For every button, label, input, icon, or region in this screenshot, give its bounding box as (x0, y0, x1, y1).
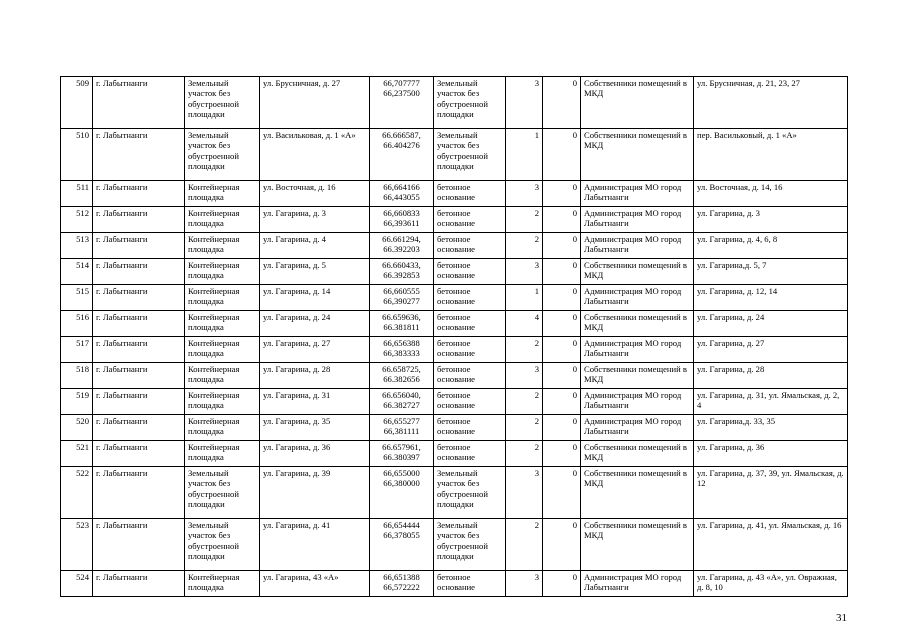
cell-container-count: 2 (506, 207, 543, 233)
cell-owner: Собственники помещений в МКД (581, 519, 694, 571)
cell-city: г. Лабытнанги (93, 129, 185, 181)
cell-owner: Администрация МО город Лабытнанги (581, 233, 694, 259)
cell-address: ул. Восточная, д. 16 (260, 181, 370, 207)
cell-address: ул. Гагарина, д. 24 (260, 311, 370, 337)
cell-owner: Собственники помещений в МКД (581, 363, 694, 389)
cell-owner: Администрация МО город Лабытнанги (581, 389, 694, 415)
cell-volume: 0 (543, 363, 581, 389)
table-row (61, 337, 848, 363)
cell-surface: бетонное основание (434, 311, 506, 337)
table-row (61, 233, 848, 259)
cell-city: г. Лабытнанги (93, 389, 185, 415)
cell-site-type: Контейнерная площадка (185, 259, 260, 285)
cell-owner: Администрация МО город Лабытнанги (581, 285, 694, 311)
cell-surface: бетонное основание (434, 571, 506, 597)
cell-city: г. Лабытнанги (93, 441, 185, 467)
cell-owner: Собственники помещений в МКД (581, 259, 694, 285)
cell-coordinates: 66.666587, 66.404276 (370, 129, 434, 181)
table-row (61, 441, 848, 467)
cell-container-count: 2 (506, 519, 543, 571)
cell-number: 519 (61, 389, 93, 415)
cell-coordinates: 66.659636, 66.381811 (370, 311, 434, 337)
cell-volume: 0 (543, 259, 581, 285)
cell-site-type: Контейнерная площадка (185, 285, 260, 311)
cell-address: ул. Гагарина, д. 14 (260, 285, 370, 311)
cell-number: 511 (61, 181, 93, 207)
cell-coordinates: 66,664166 66,443055 (370, 181, 434, 207)
cell-volume: 0 (543, 181, 581, 207)
cell-served-addresses: ул. Брусничная, д. 21, 23, 27 (694, 77, 848, 129)
table-row (61, 467, 848, 519)
cell-surface: Земельный участок без обустроенной площадки (434, 129, 506, 181)
cell-served-addresses: ул. Гагарина, д. 12, 14 (694, 285, 848, 311)
cell-site-type: Контейнерная площадка (185, 363, 260, 389)
table-row (61, 285, 848, 311)
cell-served-addresses: ул. Гагарина, д. 31, ул. Ямальская, д. 2, 4 (694, 389, 848, 415)
cell-volume: 0 (543, 77, 581, 129)
cell-surface: Земельный участок без обустроенной площадки (434, 519, 506, 571)
table-row (61, 311, 848, 337)
cell-site-type: Контейнерная площадка (185, 181, 260, 207)
cell-site-type: Контейнерная площадка (185, 571, 260, 597)
table-row (61, 207, 848, 233)
cell-site-type: Контейнерная площадка (185, 233, 260, 259)
cell-container-count: 2 (506, 337, 543, 363)
cell-coordinates: 66,655000 66,380000 (370, 467, 434, 519)
cell-coordinates: 66,707777 66,237500 (370, 77, 434, 129)
table-row (61, 181, 848, 207)
cell-address: ул. Гагарина, д. 27 (260, 337, 370, 363)
cell-address: ул. Гагарина, д. 31 (260, 389, 370, 415)
table-row (61, 389, 848, 415)
registry-body (61, 77, 848, 597)
cell-container-count: 3 (506, 363, 543, 389)
table-row (61, 519, 848, 571)
cell-owner: Собственники помещений в МКД (581, 129, 694, 181)
cell-surface: бетонное основание (434, 233, 506, 259)
table-row (61, 259, 848, 285)
cell-owner: Собственники помещений в МКД (581, 77, 694, 129)
cell-served-addresses: ул. Гагарина, д. 24 (694, 311, 848, 337)
cell-coordinates: 66,654444 66,378055 (370, 519, 434, 571)
cell-city: г. Лабытнанги (93, 259, 185, 285)
cell-served-addresses: ул. Гагарина, д. 3 (694, 207, 848, 233)
cell-number: 509 (61, 77, 93, 129)
cell-coordinates: 66,660833 66,393611 (370, 207, 434, 233)
cell-container-count: 2 (506, 441, 543, 467)
cell-served-addresses: ул. Гагарина, д. 27 (694, 337, 848, 363)
cell-surface: бетонное основание (434, 259, 506, 285)
cell-coordinates: 66.656040, 66.382727 (370, 389, 434, 415)
cell-surface: Земельный участок без обустроенной площадки (434, 467, 506, 519)
cell-volume: 0 (543, 207, 581, 233)
cell-number: 521 (61, 441, 93, 467)
cell-served-addresses: ул. Гагарина,д. 5, 7 (694, 259, 848, 285)
cell-volume: 0 (543, 129, 581, 181)
cell-number: 520 (61, 415, 93, 441)
cell-volume: 0 (543, 337, 581, 363)
cell-coordinates: 66.658725, 66.382656 (370, 363, 434, 389)
cell-owner: Администрация МО город Лабытнанги (581, 181, 694, 207)
cell-surface: бетонное основание (434, 363, 506, 389)
cell-city: г. Лабытнанги (93, 363, 185, 389)
registry-table (60, 76, 848, 597)
cell-site-type: Контейнерная площадка (185, 389, 260, 415)
cell-owner: Собственники помещений в МКД (581, 467, 694, 519)
cell-owner: Администрация МО город Лабытнанги (581, 415, 694, 441)
cell-city: г. Лабытнанги (93, 519, 185, 571)
cell-coordinates: 66,660555 66,390277 (370, 285, 434, 311)
cell-surface: бетонное основание (434, 415, 506, 441)
cell-owner: Собственники помещений в МКД (581, 441, 694, 467)
cell-container-count: 3 (506, 571, 543, 597)
cell-container-count: 2 (506, 233, 543, 259)
cell-coordinates: 66.660433, 66.392853 (370, 259, 434, 285)
cell-volume: 0 (543, 233, 581, 259)
cell-container-count: 3 (506, 77, 543, 129)
cell-container-count: 2 (506, 389, 543, 415)
cell-coordinates: 66,655277 66,381111 (370, 415, 434, 441)
cell-address: ул. Гагарина, д. 3 (260, 207, 370, 233)
cell-container-count: 3 (506, 259, 543, 285)
cell-address: ул. Гагарина, д. 35 (260, 415, 370, 441)
cell-served-addresses: ул. Гагарина, д. 28 (694, 363, 848, 389)
cell-surface: бетонное основание (434, 441, 506, 467)
cell-site-type: Контейнерная площадка (185, 337, 260, 363)
cell-site-type: Земельный участок без обустроенной площадки (185, 129, 260, 181)
cell-number: 523 (61, 519, 93, 571)
cell-volume: 0 (543, 571, 581, 597)
cell-address: ул. Гагарина, д. 4 (260, 233, 370, 259)
cell-number: 516 (61, 311, 93, 337)
cell-coordinates: 66.657961, 66.380397 (370, 441, 434, 467)
cell-address: ул. Гагарина, д. 39 (260, 467, 370, 519)
page-number: 31 (836, 612, 847, 624)
cell-site-type: Контейнерная площадка (185, 415, 260, 441)
cell-served-addresses: ул. Гагарина, д. 43 «А», ул. Овражная, д. 8, 10 (694, 571, 848, 597)
table-row (61, 571, 848, 597)
cell-address: ул. Гагарина, д. 36 (260, 441, 370, 467)
cell-surface: Земельный участок без обустроенной площадки (434, 77, 506, 129)
cell-number: 512 (61, 207, 93, 233)
cell-address: ул. Гагарина, д. 41 (260, 519, 370, 571)
table-row (61, 415, 848, 441)
cell-city: г. Лабытнанги (93, 415, 185, 441)
cell-surface: бетонное основание (434, 337, 506, 363)
cell-coordinates: 66.661294, 66.392203 (370, 233, 434, 259)
cell-surface: бетонное основание (434, 285, 506, 311)
cell-volume: 0 (543, 389, 581, 415)
cell-site-type: Земельный участок без обустроенной площадки (185, 519, 260, 571)
cell-surface: бетонное основание (434, 389, 506, 415)
cell-container-count: 3 (506, 467, 543, 519)
cell-city: г. Лабытнанги (93, 233, 185, 259)
cell-container-count: 3 (506, 181, 543, 207)
cell-city: г. Лабытнанги (93, 207, 185, 233)
cell-container-count: 4 (506, 311, 543, 337)
cell-site-type: Контейнерная площадка (185, 207, 260, 233)
cell-number: 510 (61, 129, 93, 181)
cell-volume: 0 (543, 311, 581, 337)
table-row (61, 363, 848, 389)
cell-volume: 0 (543, 467, 581, 519)
cell-number: 513 (61, 233, 93, 259)
cell-served-addresses: ул. Гагарина, д. 36 (694, 441, 848, 467)
cell-city: г. Лабытнанги (93, 285, 185, 311)
cell-container-count: 1 (506, 129, 543, 181)
table-row (61, 129, 848, 181)
cell-number: 518 (61, 363, 93, 389)
cell-number: 517 (61, 337, 93, 363)
table-row (61, 77, 848, 129)
cell-city: г. Лабытнанги (93, 571, 185, 597)
cell-city: г. Лабытнанги (93, 311, 185, 337)
cell-owner: Администрация МО город Лабытнанги (581, 571, 694, 597)
cell-surface: бетонное основание (434, 207, 506, 233)
cell-city: г. Лабытнанги (93, 77, 185, 129)
cell-city: г. Лабытнанги (93, 467, 185, 519)
cell-site-type: Контейнерная площадка (185, 441, 260, 467)
cell-container-count: 2 (506, 415, 543, 441)
cell-owner: Администрация МО город Лабытнанги (581, 337, 694, 363)
cell-site-type: Земельный участок без обустроенной площадки (185, 467, 260, 519)
cell-number: 514 (61, 259, 93, 285)
cell-number: 515 (61, 285, 93, 311)
cell-coordinates: 66,656388 66,383333 (370, 337, 434, 363)
cell-served-addresses: ул. Гагарина, д. 4, 6, 8 (694, 233, 848, 259)
cell-served-addresses: ул. Гагарина, д. 41, ул. Ямальская, д. 16 (694, 519, 848, 571)
cell-site-type: Контейнерная площадка (185, 311, 260, 337)
cell-owner: Администрация МО город Лабытнанги (581, 207, 694, 233)
cell-city: г. Лабытнанги (93, 181, 185, 207)
cell-owner: Собственники помещений в МКД (581, 311, 694, 337)
cell-volume: 0 (543, 285, 581, 311)
cell-address: ул. Васильковая, д. 1 «А» (260, 129, 370, 181)
cell-site-type: Земельный участок без обустроенной площадки (185, 77, 260, 129)
cell-served-addresses: пер. Васильковый, д. 1 «А» (694, 129, 848, 181)
cell-volume: 0 (543, 519, 581, 571)
cell-container-count: 1 (506, 285, 543, 311)
cell-volume: 0 (543, 441, 581, 467)
cell-served-addresses: ул. Восточная, д. 14, 16 (694, 181, 848, 207)
cell-served-addresses: ул. Гагарина, д. 37, 39, ул. Ямальская, д. 12 (694, 467, 848, 519)
cell-served-addresses: ул. Гагарина,д. 33, 35 (694, 415, 848, 441)
cell-address: ул. Гагарина, д. 28 (260, 363, 370, 389)
cell-city: г. Лабытнанги (93, 337, 185, 363)
cell-surface: бетонное основание (434, 181, 506, 207)
cell-address: ул. Гагарина, д. 5 (260, 259, 370, 285)
cell-coordinates: 66,651388 66,572222 (370, 571, 434, 597)
cell-address: ул. Брусничная, д. 27 (260, 77, 370, 129)
cell-address: ул. Гагарина, 43 «А» (260, 571, 370, 597)
cell-number: 524 (61, 571, 93, 597)
cell-volume: 0 (543, 415, 581, 441)
cell-number: 522 (61, 467, 93, 519)
